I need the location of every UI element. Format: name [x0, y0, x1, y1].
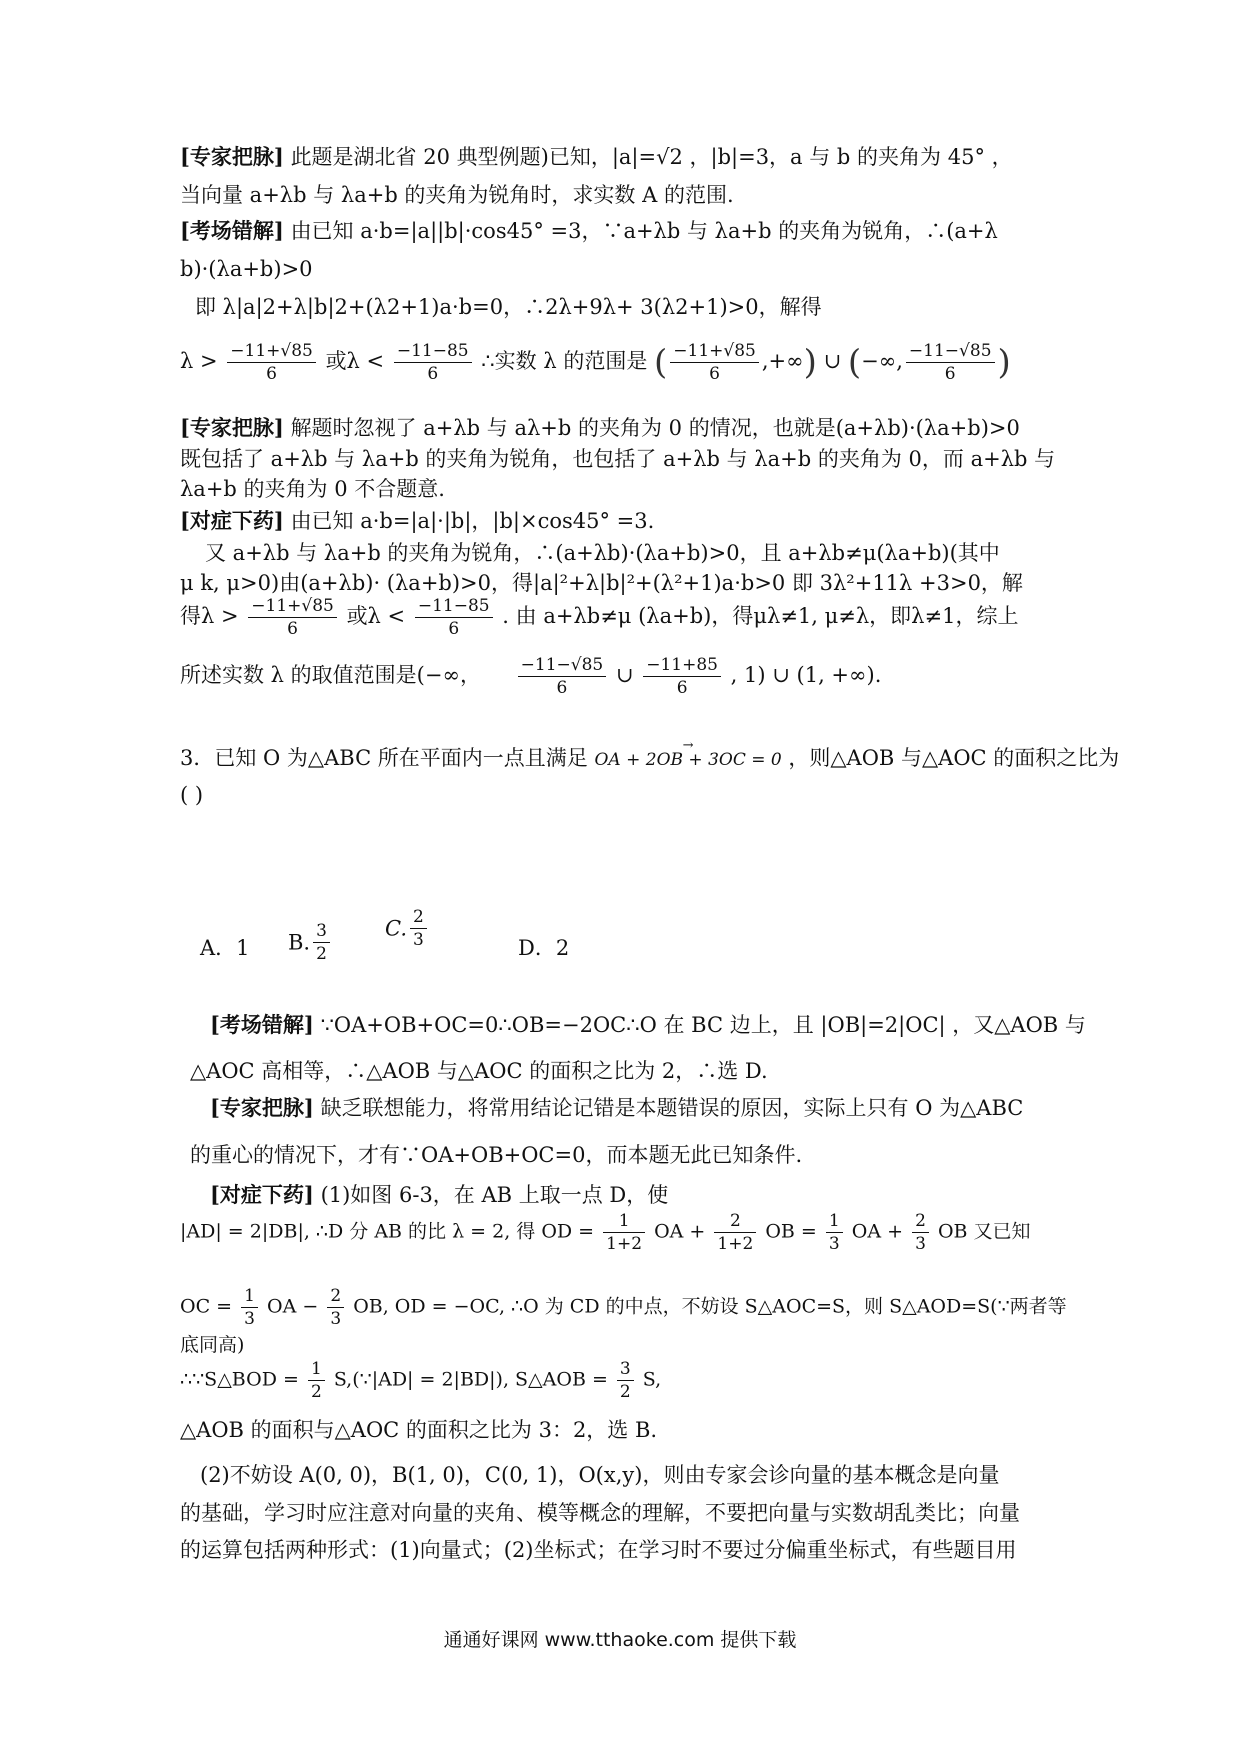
- math-line-conclusion: [180, 654, 1070, 714]
- answer-options: [200, 907, 900, 980]
- section-tag: [对症下药]: [180, 508, 284, 533]
- math-text: OB, OD = −OC, ∴O 为 CD 的中点，不妨设 S△AOC=S，则 S△AOD=S(∵两者等底同高): [180, 1295, 1067, 1356]
- section-tag: [专家把脉]: [180, 144, 284, 169]
- math-text: OB =: [765, 1220, 817, 1243]
- math-text: . 由 a+λb≠μ (λa+b)，得μλ≠1, μ≠λ，即λ≠1，综上: [502, 604, 1019, 628]
- fraction: $\frac{-11-√85}{6}$: [518, 654, 607, 699]
- vector-equation: → OA + 2OB + 3OC = 0: [595, 745, 782, 775]
- math-text: 得λ >: [180, 604, 239, 628]
- math-line-oc: [180, 1285, 1070, 1356]
- math-text: 或λ <: [346, 604, 406, 628]
- math-text: ∪: [823, 349, 842, 373]
- fraction: $\frac{-11-85}{6}$: [415, 595, 493, 640]
- math-text: 所述实数 λ 的取值范围是(−∞，: [180, 663, 481, 687]
- section-tag: [专家把脉]: [210, 1095, 314, 1120]
- text-line: 又 a+λb 与 λa+b 的夹角为锐角，∴(a+λb)·(λa+b)>0，且 a+λb≠μ(λa+b)(其中: [205, 541, 1000, 565]
- math-line-od: [180, 1210, 1070, 1270]
- fraction: $\frac{3}{2}$: [313, 920, 330, 965]
- math-text: OC =: [180, 1295, 233, 1318]
- math-text: −∞,: [861, 349, 903, 373]
- paragraph-part-2: (2)不妨设 A(0, 0)，B(1, 0)，C(0, 1)，O(x,y)，则由专家会诊向量的基本概念是向量: [200, 1463, 1000, 1487]
- text-line: 既包括了 a+λb 与 λa+b 的夹角为锐角，也包括了 a+λb 与 λa+b 的夹角为 0，而 a+λb 与: [180, 447, 1056, 471]
- text-line: 即 λ|a|2+λ|b|2+(λ2+1)a·b=0，∴2λ+9λ+ 3(λ2+1)>0，解得: [195, 295, 822, 319]
- text: 由已知 a·b=|a|·|b|，|b|×cos45° =3.: [290, 509, 655, 533]
- question-text: ，则△AOB 与△AOC 的面积之比为: [788, 746, 1120, 770]
- math-text: |AD| = 2|DB|, ∴D 分 AB 的比 λ = 2, 得 OD =: [180, 1220, 595, 1243]
- fraction: $\frac{-11-85}{6}$: [394, 340, 472, 385]
- fraction: $\frac{2}{1+2}$: [714, 1210, 756, 1255]
- fraction: $\frac{1}{1+2}$: [603, 1210, 645, 1255]
- text: 此题是湖北省 20 典型例题)已知，|a|=√2 ，|b|=3，a 与 b 的夹角为 45° ，: [290, 145, 1013, 169]
- option-a: A．1: [200, 936, 250, 960]
- section-tag: [考场错解]: [210, 1012, 314, 1037]
- section-tag: [专家把脉]: [180, 415, 284, 440]
- paragraph-remedy-1: [180, 506, 1070, 536]
- text-line: λa+b 的夹角为 0 不合题意.: [180, 477, 445, 501]
- paren: ): [803, 342, 817, 383]
- text: 解题时忽视了 a+λb 与 aλ+b 的夹角为 0 的情况，也就是(a+λb)·(λa+b)>0: [290, 416, 1020, 440]
- fraction: $\frac{1}{2}$: [308, 1358, 325, 1403]
- math-text: OA +: [654, 1220, 706, 1243]
- text-line: △AOC 高相等，∴△AOB 与△AOC 的面积之比为 2，∴选 D.: [190, 1059, 768, 1083]
- text: 由已知 a·b=|a||b|·cos45° =3，∵a+λb 与 λa+b 的夹角为锐角，∴(a+λ: [290, 219, 998, 243]
- math-text: S,(∵|AD| = 2|BD|), S△AOB =: [333, 1368, 608, 1391]
- paren: (: [847, 342, 862, 383]
- math-text: OA −: [267, 1295, 319, 1318]
- math-text: S,: [642, 1368, 662, 1391]
- fraction: $\frac{1}{3}$: [241, 1285, 258, 1330]
- math-text: , 1) ∪ (1, +∞).: [730, 663, 882, 687]
- section-tag: [对症下药]: [210, 1182, 314, 1207]
- text-line: 的基础，学习时应注意对向量的夹角、模等概念的理解，不要把向量与实数胡乱类比；向量: [180, 1501, 1020, 1525]
- math-line-lambda-range: [180, 340, 1070, 400]
- paragraph-wrong-solution-2: [210, 1010, 1100, 1040]
- fraction: $\frac{3}{2}$: [617, 1358, 634, 1403]
- math-text: ,+∞: [761, 349, 804, 373]
- math-text: ∪: [615, 663, 634, 687]
- paragraph-remedy-2: [210, 1180, 1100, 1210]
- fraction: $\frac{-11+√85}{6}$: [670, 340, 759, 385]
- fraction: $\frac{-11+√85}{6}$: [248, 595, 337, 640]
- text-line: μ k, μ>0)由(a+λb)· (λa+b)>0，得|a|²+λ|b|²+(λ²+1)a·b>0 即 3λ²+11λ +3>0，解: [180, 571, 1023, 595]
- math-line-area: [180, 1358, 1070, 1418]
- text: ∵OA+OB+OC=0∴OB=−2OC∴O 在 BC 边上，且 |OB|=2|OC| ，又△AOB 与: [320, 1013, 1086, 1037]
- paren: (: [654, 342, 668, 383]
- option-c: C. $\frac{2}{3}$: [385, 906, 430, 951]
- fraction: $\frac{-11-√85}{6}$: [906, 340, 995, 385]
- math-text: ∴∵S△BOD =: [180, 1368, 299, 1391]
- section-tag: [考场错解]: [180, 218, 284, 243]
- paragraph-expert-analysis-1: [180, 142, 1070, 172]
- option-b: B. $\frac{3}{2}$: [288, 920, 333, 965]
- math-text: OB 又已知: [937, 1220, 1031, 1243]
- text-line: b)·(λa+b)>0: [180, 257, 313, 281]
- fraction: $\frac{2}{3}$: [912, 1210, 929, 1255]
- math-text: OA +: [851, 1220, 904, 1243]
- text-line: △AOB 的面积与△AOC 的面积之比为 3：2，选 B.: [180, 1418, 658, 1442]
- question-text: 3．已知 O 为△ABC 所在平面内一点且满足: [180, 746, 588, 770]
- math-text: ∴实数 λ 的范围是: [481, 349, 648, 373]
- text-line: 的重心的情况下，才有∵OA+OB+OC=0，而本题无此已知条件.: [190, 1143, 803, 1167]
- fraction: $\frac{2}{3}$: [410, 906, 427, 951]
- math-text: λ >: [180, 349, 218, 373]
- fraction: $\frac{1}{3}$: [826, 1210, 843, 1255]
- fraction: $\frac{2}{3}$: [327, 1285, 344, 1330]
- text: 缺乏联想能力，将常用结论记错是本题错误的原因，实际上只有 O 为△ABC: [320, 1096, 1024, 1120]
- fraction: $\frac{-11+85}{6}$: [643, 654, 721, 699]
- paragraph-wrong-solution-1: [180, 216, 1070, 246]
- paragraph-expert-analysis-2: [180, 413, 1070, 443]
- fraction: $\frac{-11+√85}{6}$: [227, 340, 316, 385]
- text-line: 当向量 a+λb 与 λa+b 的夹角为锐角时，求实数 A 的范围.: [180, 183, 734, 207]
- math-line-solution: [180, 595, 1070, 655]
- math-text: 或λ <: [325, 349, 385, 373]
- text-line: 的运算包括两种形式：(1)向量式；(2)坐标式；在学习时不要过分偏重坐标式，有些题目用: [180, 1538, 1017, 1562]
- text: (1)如图 6-3，在 AB 上取一点 D，使: [320, 1183, 669, 1207]
- option-d: D．2: [518, 936, 570, 960]
- paragraph-expert-analysis-3: [210, 1093, 1100, 1123]
- footer-source: 通通好课网 www.tthaoke.com 提供下载: [443, 1629, 797, 1651]
- answer-blank: ( ): [180, 783, 204, 807]
- question-3: [180, 743, 1120, 775]
- paren: ): [997, 342, 1011, 383]
